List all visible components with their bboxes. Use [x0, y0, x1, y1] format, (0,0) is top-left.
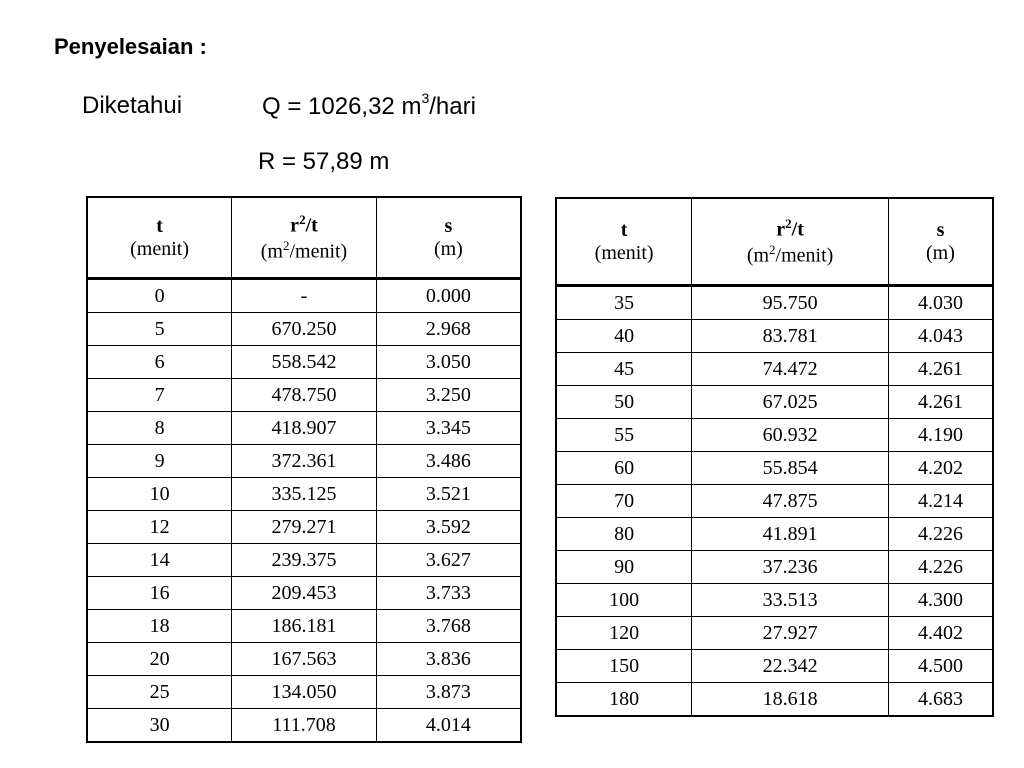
header-r2t-unit: $(m^2/menit)$ — [746, 241, 834, 267]
flow-rate-exponent: 3 — [421, 90, 430, 106]
cell-r2t: 60.932 — [692, 419, 889, 452]
table-row — [556, 419, 993, 452]
cell-s: 3.050 — [376, 346, 521, 379]
table-row — [87, 279, 521, 313]
cell-s: 3.733 — [376, 577, 521, 610]
cell-s: 0.000 — [376, 279, 521, 313]
cell-t: 18 — [87, 610, 232, 643]
header-t — [556, 198, 692, 286]
header-s — [888, 198, 993, 286]
cell-t: 30 — [87, 709, 232, 743]
cell-r2t: 41.891 — [692, 518, 889, 551]
table-row — [87, 412, 521, 445]
cell-r2t: 47.875 — [692, 485, 889, 518]
cell-r2t: - — [232, 279, 377, 313]
flow-rate-value — [262, 92, 476, 121]
cell-s: 4.300 — [888, 584, 993, 617]
table-row — [87, 346, 521, 379]
table-row — [87, 577, 521, 610]
cell-r2t: 37.236 — [692, 551, 889, 584]
header-r2t — [232, 197, 377, 279]
cell-t: 100 — [556, 584, 692, 617]
table-row — [556, 584, 993, 617]
cell-t: 70 — [556, 485, 692, 518]
cell-s: 4.043 — [888, 320, 993, 353]
cell-t: 14 — [87, 544, 232, 577]
header-s-label: s — [936, 218, 945, 241]
cell-r2t: 209.453 — [232, 577, 377, 610]
table-row — [556, 650, 993, 683]
table-row — [556, 551, 993, 584]
table-row — [87, 676, 521, 709]
cell-r2t: 111.708 — [232, 709, 377, 743]
cell-r2t: 335.125 — [232, 478, 377, 511]
cell-r2t: 18.618 — [692, 683, 889, 717]
table-row — [87, 511, 521, 544]
cell-t: 5 — [87, 313, 232, 346]
cell-r2t: 67.025 — [692, 386, 889, 419]
cell-t: 16 — [87, 577, 232, 610]
table-row — [556, 485, 993, 518]
header-t-label: t — [620, 218, 628, 241]
table-row — [556, 617, 993, 650]
cell-r2t: 83.781 — [692, 320, 889, 353]
cell-t: 20 — [87, 643, 232, 676]
cell-t: 35 — [556, 286, 692, 320]
cell-t: 60 — [556, 452, 692, 485]
table-row — [87, 709, 521, 743]
cell-s: 4.226 — [888, 551, 993, 584]
cell-s: 4.030 — [888, 286, 993, 320]
cell-s: 3.627 — [376, 544, 521, 577]
cell-s: 4.500 — [888, 650, 993, 683]
header-t-unit: (menit) — [130, 237, 190, 260]
radius-value: R = 57,89 m — [258, 148, 390, 175]
cell-r2t: 670.250 — [232, 313, 377, 346]
cell-s: 3.345 — [376, 412, 521, 445]
header-t — [87, 197, 232, 279]
cell-r2t: 55.854 — [692, 452, 889, 485]
table-row — [556, 353, 993, 386]
table-right-body — [556, 286, 993, 717]
cell-r2t: 33.513 — [692, 584, 889, 617]
table-left — [86, 196, 522, 743]
cell-t: 90 — [556, 551, 692, 584]
table-row — [556, 286, 993, 320]
table-row — [87, 643, 521, 676]
cell-r2t: 22.342 — [692, 650, 889, 683]
header-r2t-unit: $(m^2/menit)$ — [260, 237, 348, 263]
cell-r2t: 27.927 — [692, 617, 889, 650]
cell-r2t: 279.271 — [232, 511, 377, 544]
cell-t: 120 — [556, 617, 692, 650]
cell-t: 50 — [556, 386, 692, 419]
cell-t: 8 — [87, 412, 232, 445]
header-s-unit: (m) — [433, 237, 463, 260]
cell-s: 3.873 — [376, 676, 521, 709]
header-r2t — [692, 198, 889, 286]
cell-t: 9 — [87, 445, 232, 478]
header-r2t-label: $r^2/t$ — [290, 211, 318, 237]
cell-s: 4.402 — [888, 617, 993, 650]
cell-s: 4.683 — [888, 683, 993, 717]
flow-rate-unit: /hari — [429, 93, 476, 120]
cell-t: 150 — [556, 650, 692, 683]
cell-s: 3.768 — [376, 610, 521, 643]
table-row — [556, 518, 993, 551]
header-s-label: s — [444, 214, 453, 237]
cell-s: 3.521 — [376, 478, 521, 511]
cell-t: 40 — [556, 320, 692, 353]
cell-r2t: 372.361 — [232, 445, 377, 478]
cell-s: 3.250 — [376, 379, 521, 412]
cell-r2t: 239.375 — [232, 544, 377, 577]
cell-t: 0 — [87, 279, 232, 313]
table-row — [556, 386, 993, 419]
table-right-header — [556, 198, 993, 286]
cell-s: 4.014 — [376, 709, 521, 743]
cell-t: 80 — [556, 518, 692, 551]
cell-r2t: 558.542 — [232, 346, 377, 379]
table-row — [556, 452, 993, 485]
header-s — [376, 197, 521, 279]
cell-r2t: 478.750 — [232, 379, 377, 412]
cell-t: 12 — [87, 511, 232, 544]
cell-s: 4.261 — [888, 386, 993, 419]
table-row — [87, 313, 521, 346]
cell-s: 4.202 — [888, 452, 993, 485]
cell-s: 4.214 — [888, 485, 993, 518]
table-row — [87, 379, 521, 412]
cell-t: 6 — [87, 346, 232, 379]
cell-r2t: 167.563 — [232, 643, 377, 676]
table-row — [87, 478, 521, 511]
header-t-label: t — [156, 214, 163, 237]
cell-r2t: 134.050 — [232, 676, 377, 709]
given-label: Diketahui — [82, 92, 183, 119]
table-row — [87, 445, 521, 478]
cell-r2t: 74.472 — [692, 353, 889, 386]
cell-t: 25 — [87, 676, 232, 709]
flow-rate-text: Q = 1026,32 m — [262, 93, 422, 120]
header-r2t-label: $r^2/t$ — [776, 215, 804, 241]
cell-s: 4.226 — [888, 518, 993, 551]
table-row — [556, 683, 993, 717]
page-title: Penyelesaian : — [54, 34, 207, 59]
cell-t: 45 — [556, 353, 692, 386]
table-left-body — [87, 279, 521, 743]
cell-s: 4.190 — [888, 419, 993, 452]
table-row — [556, 320, 993, 353]
cell-s: 3.836 — [376, 643, 521, 676]
cell-t: 55 — [556, 419, 692, 452]
table-row — [87, 610, 521, 643]
table-right — [555, 197, 994, 717]
table-left-header — [87, 197, 521, 279]
cell-s: 2.968 — [376, 313, 521, 346]
cell-r2t: 418.907 — [232, 412, 377, 445]
header-s-unit: (m) — [926, 241, 955, 264]
cell-t: 10 — [87, 478, 232, 511]
cell-t: 180 — [556, 683, 692, 717]
table-row — [87, 544, 521, 577]
cell-t: 7 — [87, 379, 232, 412]
header-t-unit: (menit) — [594, 241, 654, 264]
cell-s: 3.592 — [376, 511, 521, 544]
cell-r2t: 186.181 — [232, 610, 377, 643]
cell-s: 3.486 — [376, 445, 521, 478]
cell-s: 4.261 — [888, 353, 993, 386]
cell-r2t: 95.750 — [692, 286, 889, 320]
